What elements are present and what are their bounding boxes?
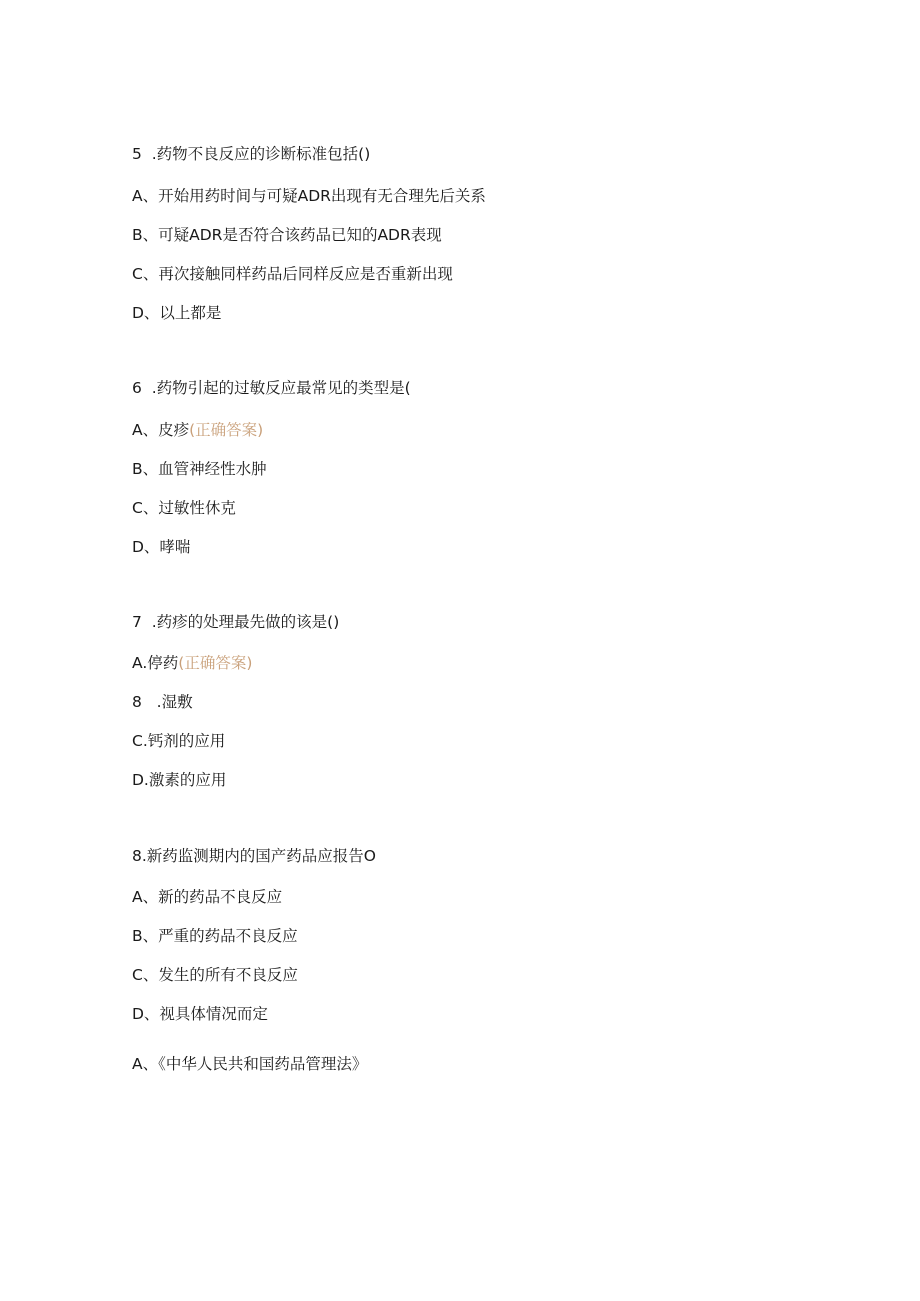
q7-option-a-text: A.停药 bbox=[132, 654, 179, 672]
q5-option-d: D、以上都是 bbox=[132, 304, 222, 322]
q7-option-c: C.钙剂的应用 bbox=[132, 732, 226, 750]
q9-option-a: A、《中华人民共和国药品管理法》 bbox=[132, 1055, 368, 1073]
question-5-title: 5 .药物不良反应的诊断标准包括() bbox=[132, 145, 371, 163]
q6-option-c: C、过敏性休克 bbox=[132, 499, 236, 517]
question-7-title: 7 .药疹的处理最先做的该是() bbox=[132, 613, 340, 631]
q5-option-a: A、开始用药时间与可疑ADR出现有无合理先后关系 bbox=[132, 187, 486, 205]
q7-option-a bbox=[132, 653, 252, 673]
q8-option-b: B、严重的药品不良反应 bbox=[132, 927, 298, 945]
q5-option-b: B、可疑ADR是否符合该药品已知的ADR表现 bbox=[132, 226, 442, 244]
correct-answer-mark: (正确答案) bbox=[189, 421, 264, 439]
q6-option-d: D、哮喘 bbox=[132, 538, 191, 556]
question-6-title: 6 .药物引起的过敏反应最常见的类型是( bbox=[132, 379, 411, 397]
q6-option-b: B、血管神经性水肿 bbox=[132, 460, 267, 478]
q6-option-a-text: A、皮疹 bbox=[132, 421, 190, 439]
q8-option-d: D、视具体情况而定 bbox=[132, 1005, 268, 1023]
q7-option-b: 8 .湿敷 bbox=[132, 693, 193, 711]
correct-answer-mark: (正确答案) bbox=[178, 654, 253, 672]
q7-option-d: D.激素的应用 bbox=[132, 771, 227, 789]
q5-option-c: C、再次接触同样药品后同样反应是否重新出现 bbox=[132, 265, 453, 283]
question-8-title: 8.新药监测期内的国产药品应报告O bbox=[132, 847, 376, 865]
q8-option-a: A、新的药品不良反应 bbox=[132, 888, 283, 906]
q8-option-c: C、发生的所有不良反应 bbox=[132, 966, 298, 984]
q6-option-a bbox=[132, 420, 263, 440]
